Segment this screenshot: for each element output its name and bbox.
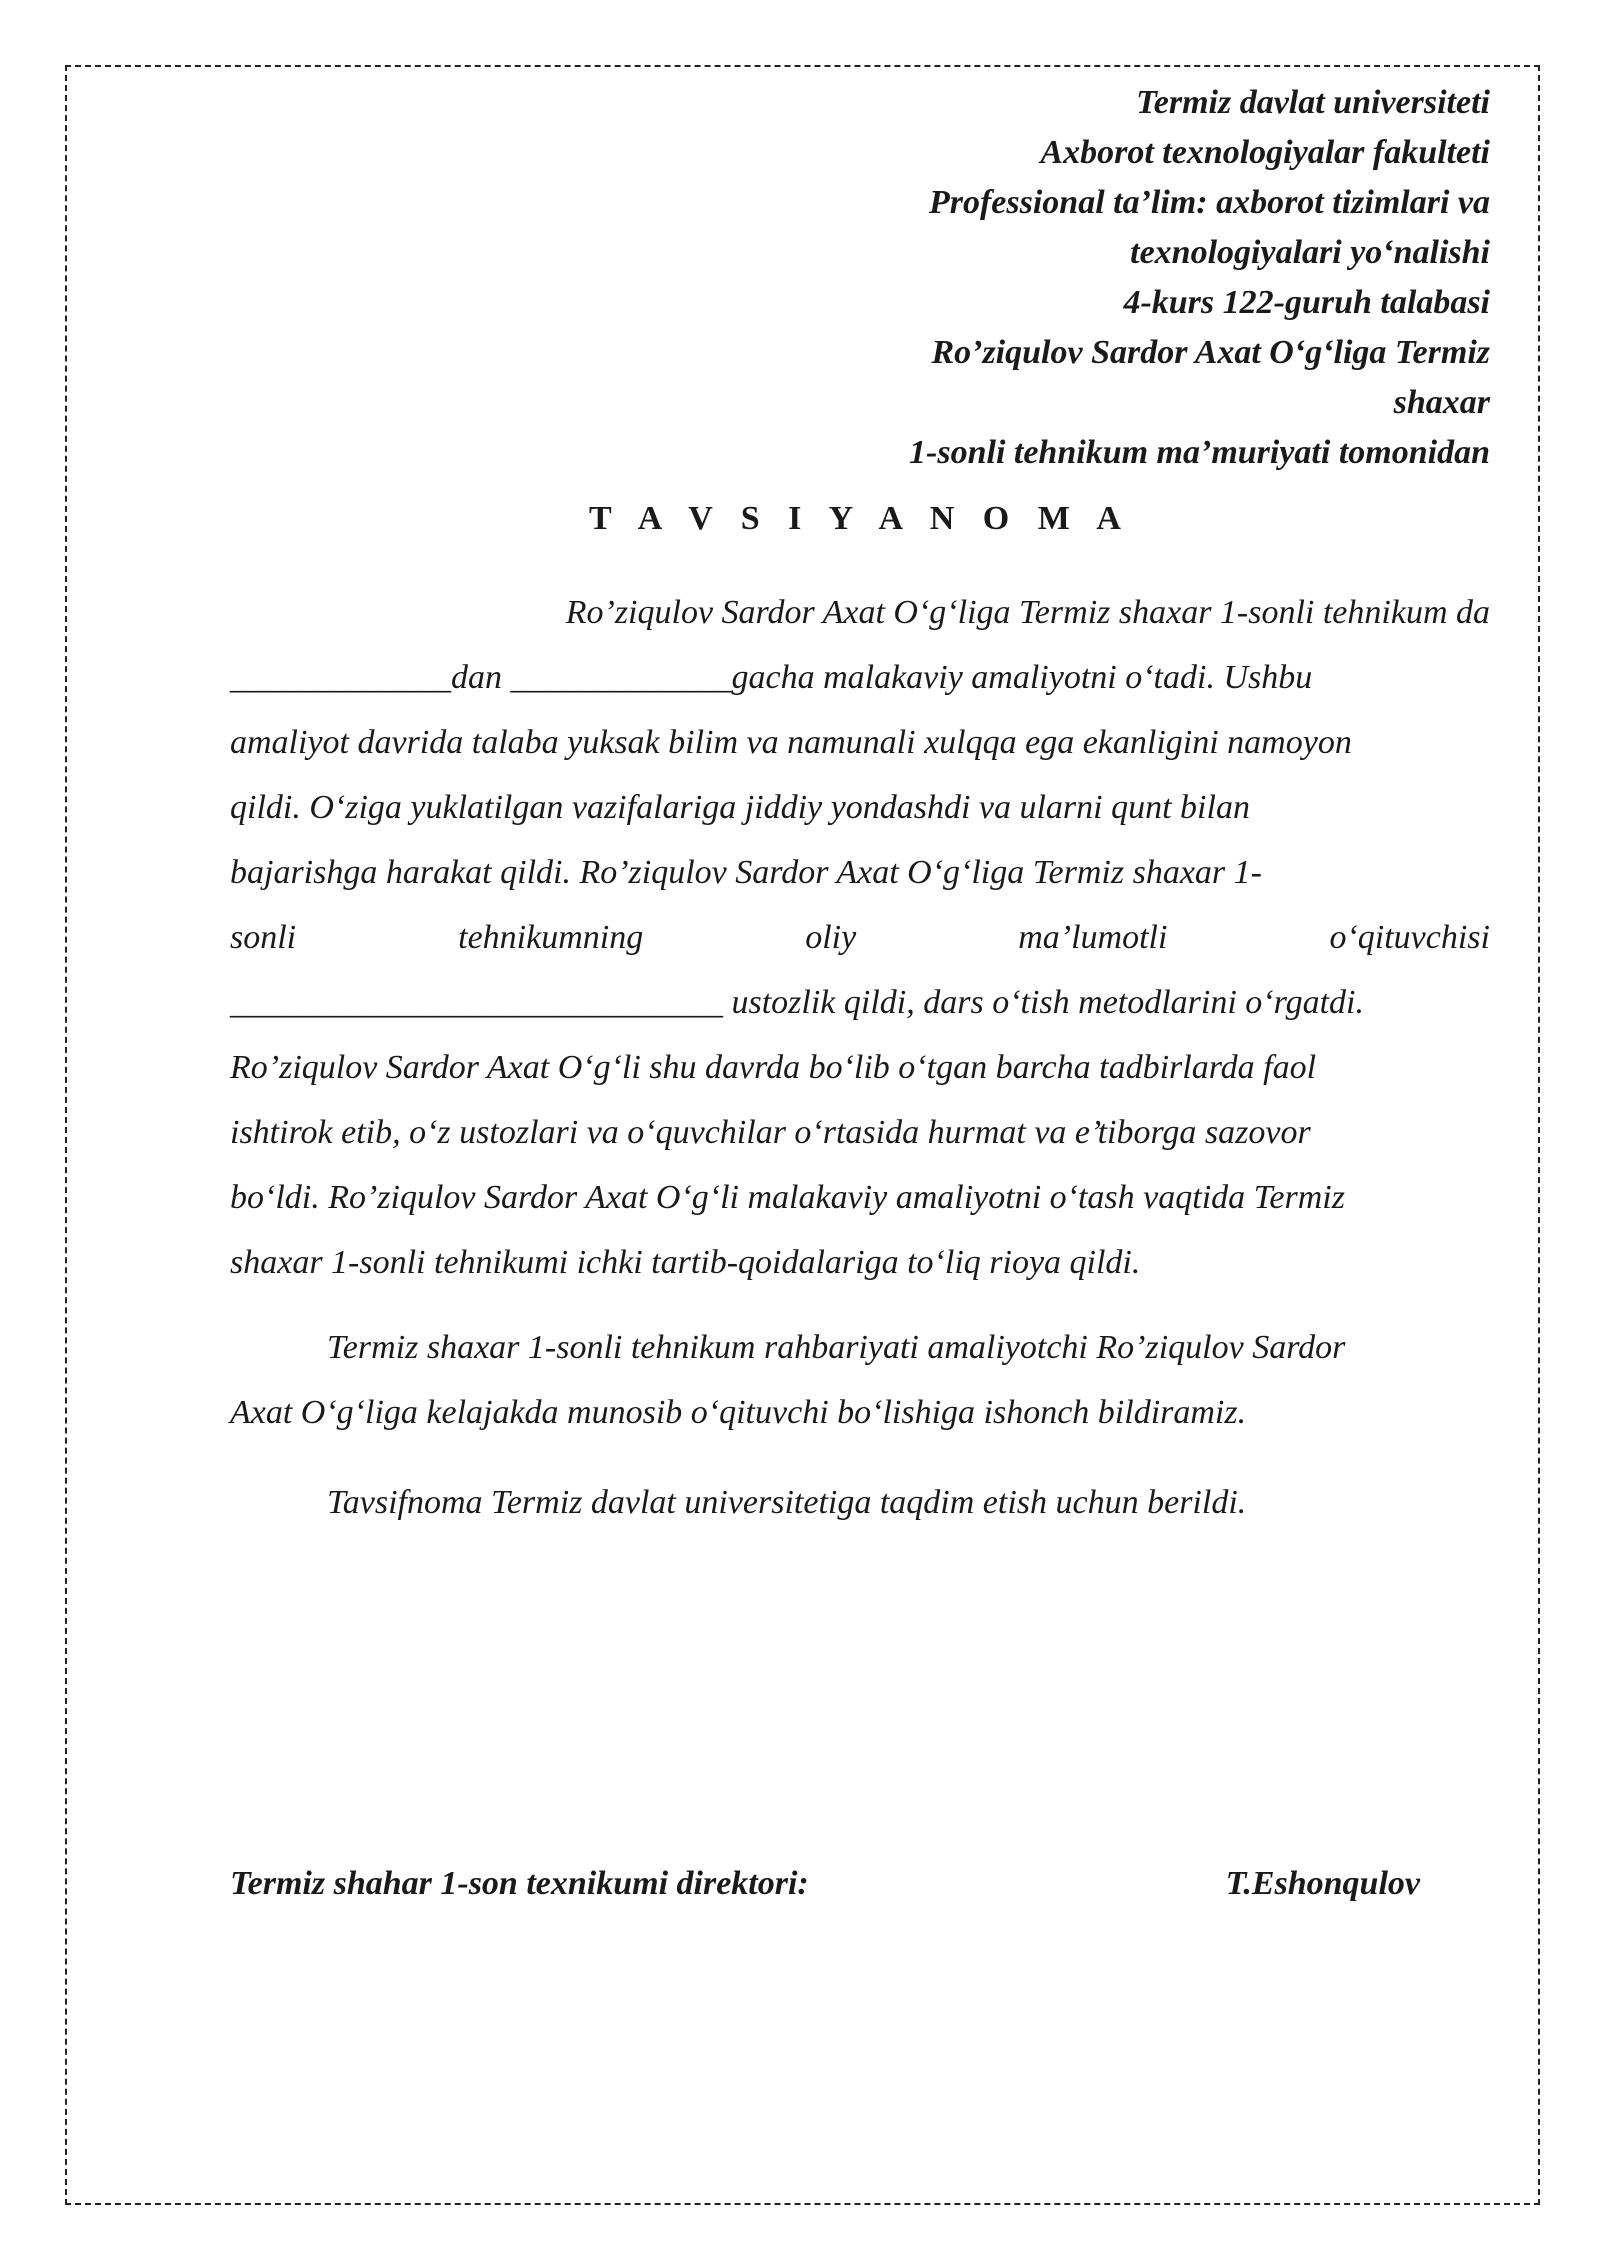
paragraph-line: Ro’ziqulov Sardor Axat O‘g‘liga Termiz shaxar 1-sonli tehnikum da bbox=[565, 594, 1490, 631]
signatory-position: Termiz shahar 1-son texnikumi direktori: bbox=[230, 1865, 809, 1902]
paragraph-3 bbox=[230, 1470, 1490, 1535]
paragraph-2 bbox=[230, 1315, 1510, 1445]
header-line: texnologiyalari yo‘nalishi bbox=[1130, 234, 1490, 271]
paragraph-line: Tavsifnoma Termiz davlat universitetiga taqdim etish uchun berildi. bbox=[327, 1484, 1247, 1521]
header-line: Termiz davlat universiteti bbox=[1136, 84, 1490, 121]
paragraph-line: ishtirok etib, o‘z ustozlari va o‘quvchilar o‘rtasida hurmat va e’tiborga sazovor bbox=[230, 1114, 1311, 1151]
paragraph-line-justified bbox=[230, 905, 1490, 970]
word: sonli bbox=[230, 919, 297, 956]
header-line: 1-sonli tehnikum ma’muriyati tomonidan bbox=[909, 434, 1490, 471]
signature-row bbox=[230, 1865, 1420, 1903]
paragraph-line: Termiz shaxar 1-sonli tehnikum rahbariyati amaliyotchi Ro’ziqulov Sardor bbox=[327, 1329, 1346, 1366]
header-line: Professional ta’lim: axborot tizimlari va bbox=[928, 184, 1490, 221]
paragraph-line: Ro’ziqulov Sardor Axat O‘g‘li shu davrda bo‘lib o‘tgan barcha tadbirlarda faol bbox=[230, 1049, 1317, 1086]
word: o‘qituvchisi bbox=[1329, 919, 1490, 956]
header-line: shaxar bbox=[1393, 384, 1490, 421]
addressee-header bbox=[770, 78, 1490, 478]
word: ma’lumotli bbox=[1018, 919, 1168, 956]
paragraph-line: shaxar 1-sonli tehnikumi ichki tartib-qoidalariga to‘liq rioya qildi. bbox=[230, 1244, 1141, 1281]
paragraph-line: _____________dan _____________gacha malakaviy amaliyotni o‘tadi. Ushbu bbox=[230, 659, 1313, 696]
header-line: Axborot texnologiyalar fakulteti bbox=[1040, 134, 1490, 171]
document-title: T A V S I Y A N O M A bbox=[589, 500, 1131, 537]
paragraph-1 bbox=[230, 580, 1490, 1295]
paragraph-line: Axat O‘g‘liga kelajakda munosib o‘qituvchi bo‘lishiga ishonch bildiramiz. bbox=[230, 1394, 1247, 1431]
word: tehnikumning bbox=[458, 919, 644, 956]
paragraph-line: _____________________________ ustozlik qildi, dars o‘tish metodlarini o‘rgatdi. bbox=[230, 984, 1364, 1021]
header-line: 4-kurs 122-guruh talabasi bbox=[1123, 284, 1490, 321]
paragraph-line: bo‘ldi. Ro’ziqulov Sardor Axat O‘g‘li malakaviy amaliyotni o‘tash vaqtida Termiz bbox=[230, 1179, 1345, 1216]
paragraph-line: amaliyot davrida talaba yuksak bilim va namunali xulqqa ega ekanligini namoyon bbox=[230, 724, 1352, 761]
word: oliy bbox=[805, 919, 857, 956]
header-line: Ro’ziqulov Sardor Axat O‘g‘liga Termiz bbox=[931, 334, 1490, 371]
paragraph-line: qildi. O‘ziga yuklatilgan vazifalariga jiddiy yondashdi va ularni qunt bilan bbox=[230, 789, 1250, 826]
signatory-name: T.Eshonqulov bbox=[1225, 1865, 1420, 1902]
paragraph-line: bajarishga harakat qildi. Ro’ziqulov Sardor Axat O‘g‘liga Termiz shaxar 1- bbox=[230, 854, 1262, 891]
